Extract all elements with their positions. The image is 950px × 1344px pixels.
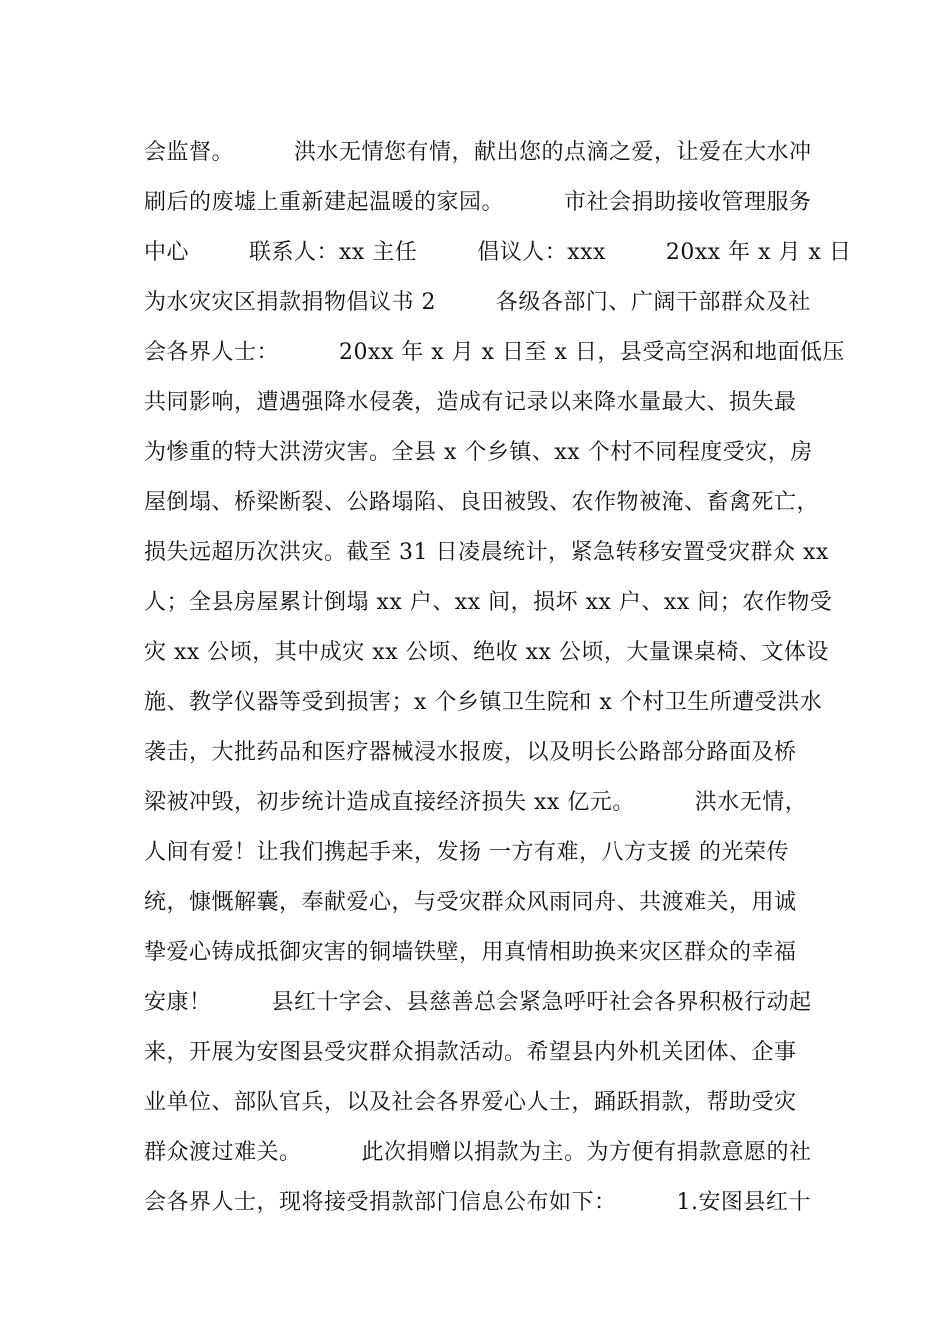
text-line: 人间有爱！让我们携起手来，发扬 一方有难，八方支援 的光荣传 <box>144 840 789 865</box>
text-line: 为惨重的特大洪涝灾害。全县 x 个乡镇、xx 个村不同程度受灾，房 <box>144 440 813 465</box>
text-line: 业单位、部队官兵，以及社会各界爱心人士，踊跃捐款，帮助受灾 <box>144 1090 797 1115</box>
text-line: 灾 xx 公顷，其中成灾 xx 公顷、绝收 xx 公顷，大量课桌椅、文体设 <box>144 640 829 665</box>
text-line: 袭击，大批药品和医疗器械浸水报废，以及明长公路部分路面及桥 <box>144 740 797 765</box>
text-line: 安康！ 县红十字会、县慈善总会紧急呼吁社会各界积极行动起 <box>144 990 812 1015</box>
text-line: 统，慷慨解囊，奉献爱心，与受灾群众风雨同舟、共渡难关，用诚 <box>144 890 797 915</box>
text-line: 屋倒塌、桥梁断裂、公路塌陷、良田被毁、农作物被淹、畜禽死亡， <box>144 490 820 515</box>
text-line: 会各界人士，现将接受捐款部门信息公布如下： 1.安图县红十 <box>144 1190 811 1215</box>
text-line: 刷后的废墟上重新建起温暖的家园。 市社会捐助接收管理服务 <box>144 190 812 215</box>
text-line: 来，开展为安图县受灾群众捐款活动。希望县内外机关团体、企事 <box>144 1040 797 1065</box>
text-line: 挚爱心铸成抵御灾害的铜墙铁壁，用真情相助换来灾区群众的幸福 <box>144 940 797 965</box>
text-line: 中心 联系人：xx 主任 倡议人：xxx 20xx 年 x 月 x 日 <box>144 240 852 265</box>
text-line: 共同影响，遭遇强降水侵袭，造成有记录以来降水量最大、损失最 <box>144 390 797 415</box>
text-line: 为水灾灾区捐款捐物倡议书 2 各级各部门、广阔干部群众及社 <box>144 290 811 315</box>
text-line: 损失远超历次洪灾。截至 31 日凌晨统计，紧急转移安置受灾群众 xx <box>144 540 829 565</box>
document-body <box>144 128 852 1228</box>
text-line: 会监督。 洪水无情您有情，献出您的点滴之爱，让爱在大水冲 <box>144 140 812 165</box>
text-line: 群众渡过难关。 此次捐赠以捐款为主。为方便有捐款意愿的社 <box>144 1140 812 1165</box>
text-line: 梁被冲毁，初步统计造成直接经济损失 xx 亿元。 洪水无情， <box>144 790 808 815</box>
text-line: 施、教学仪器等受到损害；x 个乡镇卫生院和 x 个村卫生所遭受洪水 <box>144 690 823 715</box>
text-line: 人；全县房屋累计倒塌 xx 户、xx 间，损坏 xx 户、xx 间；农作物受 <box>144 590 833 615</box>
text-line: 会各界人士： 20xx 年 x 月 x 日至 x 日，县受高空涡和地面低压 <box>144 340 845 365</box>
